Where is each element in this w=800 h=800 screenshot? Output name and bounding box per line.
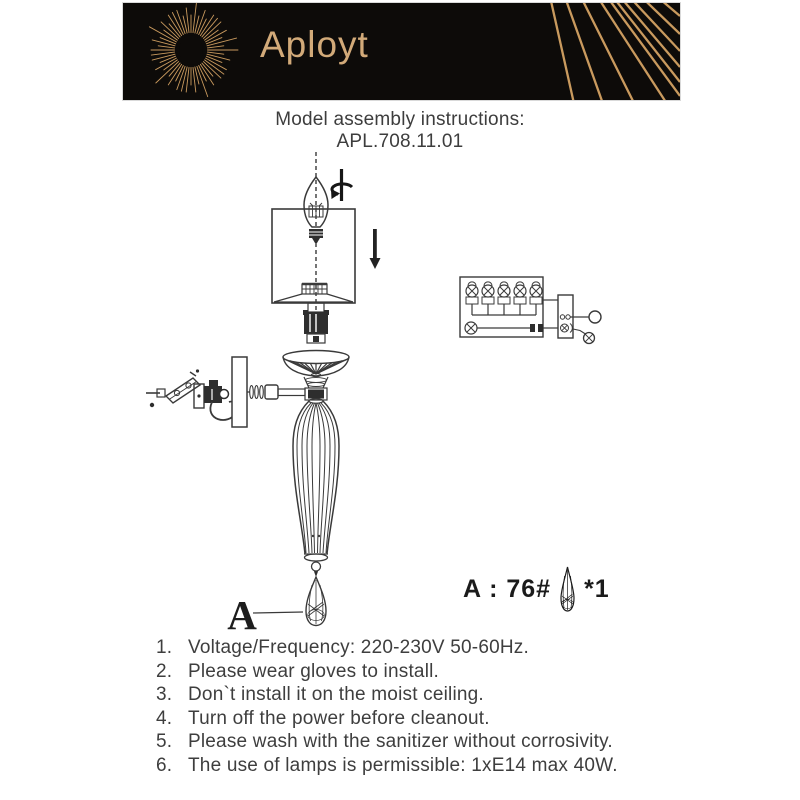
brand-logo-text: Aployt xyxy=(260,24,369,65)
wiring-diagram xyxy=(460,277,601,344)
instruction-item xyxy=(156,636,676,660)
page-title: Model assembly instructions: xyxy=(275,109,525,130)
instruction-item xyxy=(156,660,676,684)
instruction-item xyxy=(156,730,676,754)
candle-bulb-drawing xyxy=(304,177,328,243)
crystal-icon xyxy=(559,566,576,612)
instruction-number: 1. xyxy=(156,637,173,658)
marker-a-label: A xyxy=(227,592,257,638)
instruction-text: Voltage/Frequency: 220-230V 50-60Hz. xyxy=(188,637,529,658)
down-arrow-icon xyxy=(370,229,381,269)
model-number: APL.708.11.01 xyxy=(336,131,464,152)
glass-body-drawing xyxy=(293,399,339,561)
instruction-number: 5. xyxy=(156,731,173,752)
instructions-list xyxy=(156,636,676,777)
rotate-arrow-icon xyxy=(331,169,352,201)
instruction-item xyxy=(156,707,676,731)
bobeche-drawing xyxy=(283,351,349,389)
terminal-symbols xyxy=(466,282,542,315)
part-code-label: A : 76# xyxy=(463,574,552,603)
instruction-text: Turn off the power before cleanout. xyxy=(188,707,490,729)
instruction-number: 3. xyxy=(156,684,173,705)
instruction-number: 6. xyxy=(156,754,173,776)
instruction-item xyxy=(156,683,676,707)
instruction-text: Don`t install it on the moist ceiling. xyxy=(188,684,484,705)
instruction-text: Please wear gloves to install. xyxy=(188,660,440,682)
instruction-number: 4. xyxy=(156,707,173,729)
shade-fitter-drawing xyxy=(274,284,353,302)
part-qty-label: *1 xyxy=(584,574,610,603)
instruction-number: 2. xyxy=(156,660,173,682)
part-legend xyxy=(463,564,610,614)
crystal-drop-drawing xyxy=(306,562,326,626)
instruction-text: Please wash with the sanitizer without corrosivity. xyxy=(188,731,613,752)
instruction-text: The use of lamps is permissible: 1xE14 max 40W. xyxy=(188,754,618,776)
marker-leader-line xyxy=(253,612,303,613)
instruction-item xyxy=(156,754,676,778)
wall-bracket-drawing xyxy=(146,357,305,427)
